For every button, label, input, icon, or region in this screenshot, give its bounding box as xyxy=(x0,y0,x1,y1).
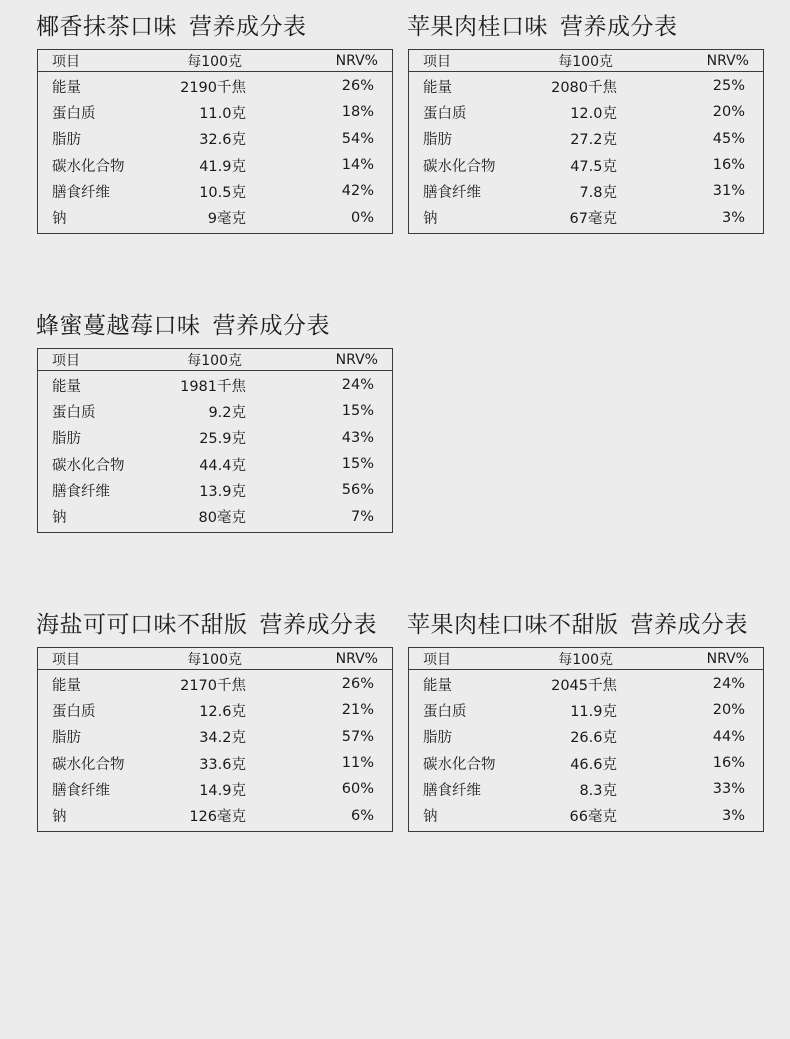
nutrition-table xyxy=(37,348,393,533)
nutrient-nrv: 24% xyxy=(712,676,745,693)
table-row xyxy=(38,802,392,828)
table-row xyxy=(38,204,392,230)
flavor-name: 蜂蜜蔓越莓口味 xyxy=(36,313,201,339)
nutrient-name: 钠 xyxy=(52,809,67,826)
nutrient-value: 9.2克 xyxy=(208,404,246,421)
nutrient-value: 12.6克 xyxy=(199,703,246,720)
nutrient-name: 能量 xyxy=(423,677,452,694)
nutrient-value: 7.8克 xyxy=(579,184,617,201)
nutrient-name: 蛋白质 xyxy=(52,404,96,421)
table-header-row xyxy=(409,50,763,72)
nutrient-value: 9毫克 xyxy=(207,211,246,228)
nutrient-name: 蛋白质 xyxy=(52,703,96,720)
table-header-row xyxy=(38,349,392,371)
nutrient-name: 能量 xyxy=(52,79,81,96)
nutrient-name: 碳水化合物 xyxy=(52,756,125,773)
table-row xyxy=(38,372,392,398)
table-body xyxy=(409,72,763,233)
table-row xyxy=(409,671,763,697)
nutrient-name: 能量 xyxy=(52,378,81,395)
nutrient-value: 66毫克 xyxy=(569,809,617,826)
table-row xyxy=(409,204,763,230)
nutrient-nrv: 20% xyxy=(712,702,745,719)
table-row xyxy=(38,503,392,529)
nutrition-panel-coconut-matcha xyxy=(37,12,393,234)
title-suffix: 营养成分表 xyxy=(560,14,678,40)
table-row xyxy=(38,126,392,152)
table-body xyxy=(38,670,392,831)
nutrient-value: 11.0克 xyxy=(199,105,246,122)
flavor-name: 海盐可可口味不甜版 xyxy=(36,612,248,638)
nutrient-name: 脂肪 xyxy=(423,730,452,747)
nutrient-nrv: 18% xyxy=(341,104,374,121)
nutrition-panel-honey-cranberry xyxy=(37,311,393,533)
table-row xyxy=(38,671,392,697)
nutrient-nrv: 21% xyxy=(341,702,374,719)
table-row xyxy=(409,750,763,776)
nutrition-panel-apple-cinnamon xyxy=(408,12,764,234)
title-suffix: 营养成分表 xyxy=(212,313,330,339)
table-header-row xyxy=(38,50,392,72)
nutrient-nrv: 16% xyxy=(712,157,745,174)
header-per100: 每100克 xyxy=(558,651,613,668)
header-item: 项目 xyxy=(52,352,80,369)
nutrient-nrv: 3% xyxy=(721,807,745,824)
nutrient-value: 13.9克 xyxy=(199,483,246,500)
table-row xyxy=(409,73,763,99)
nutrient-nrv: 44% xyxy=(712,728,745,745)
nutrient-nrv: 15% xyxy=(341,456,374,473)
nutrient-nrv: 26% xyxy=(341,78,374,95)
nutrient-name: 钠 xyxy=(52,211,67,228)
nutrient-name: 脂肪 xyxy=(52,132,81,149)
nutrient-value: 2080千焦 xyxy=(551,79,617,96)
table-row xyxy=(38,724,392,750)
header-item: 项目 xyxy=(423,53,451,70)
nutrition-table xyxy=(408,647,764,832)
nutrient-name: 钠 xyxy=(52,510,67,527)
nutrient-value: 44.4克 xyxy=(199,457,246,474)
nutrient-value: 10.5克 xyxy=(199,184,246,201)
table-row xyxy=(409,152,763,178)
table-row xyxy=(38,73,392,99)
nutrient-value: 27.2克 xyxy=(570,132,617,149)
nutrition-table xyxy=(408,49,764,234)
header-per100: 每100克 xyxy=(187,352,242,369)
nutrient-nrv: 45% xyxy=(712,130,745,147)
nutrient-name: 脂肪 xyxy=(52,431,81,448)
table-header-row xyxy=(409,648,763,670)
nutrient-name: 碳水化合物 xyxy=(52,158,125,175)
nutrient-name: 碳水化合物 xyxy=(52,457,125,474)
nutrition-table xyxy=(37,647,393,832)
nutrient-name: 膳食纤维 xyxy=(52,483,110,500)
panel-title xyxy=(36,610,393,640)
nutrient-value: 25.9克 xyxy=(199,431,246,448)
nutrient-value: 2170千焦 xyxy=(180,677,246,694)
table-row xyxy=(38,152,392,178)
panel-title xyxy=(407,610,764,640)
table-row xyxy=(409,99,763,125)
nutrient-name: 膳食纤维 xyxy=(423,184,481,201)
table-body xyxy=(38,72,392,233)
header-nrv: NRV% xyxy=(335,650,378,667)
header-item: 项目 xyxy=(52,53,80,70)
table-row xyxy=(38,477,392,503)
nutrient-nrv: 31% xyxy=(712,183,745,200)
nutrient-value: 11.9克 xyxy=(570,703,617,720)
table-row xyxy=(38,776,392,802)
nutrient-value: 26.6克 xyxy=(570,730,617,747)
nutrient-value: 8.3克 xyxy=(579,782,617,799)
header-item: 项目 xyxy=(423,651,451,668)
nutrient-name: 脂肪 xyxy=(52,730,81,747)
nutrient-name: 碳水化合物 xyxy=(423,756,496,773)
nutrient-nrv: 60% xyxy=(341,781,374,798)
nutrient-value: 47.5克 xyxy=(570,158,617,175)
nutrient-nrv: 26% xyxy=(341,676,374,693)
nutrient-name: 钠 xyxy=(423,211,438,228)
nutrient-value: 41.9克 xyxy=(199,158,246,175)
panel-title xyxy=(36,12,393,42)
nutrient-name: 蛋白质 xyxy=(423,105,467,122)
nutrition-table xyxy=(37,49,393,234)
nutrient-nrv: 54% xyxy=(341,130,374,147)
nutrient-nrv: 7% xyxy=(350,508,374,525)
nutrient-nrv: 11% xyxy=(341,755,374,772)
nutrient-name: 膳食纤维 xyxy=(52,782,110,799)
table-row xyxy=(409,697,763,723)
nutrient-name: 蛋白质 xyxy=(423,703,467,720)
nutrient-name: 能量 xyxy=(423,79,452,96)
table-body xyxy=(409,670,763,831)
table-row xyxy=(409,126,763,152)
table-row xyxy=(409,724,763,750)
nutrient-value: 67毫克 xyxy=(569,211,617,228)
table-row xyxy=(38,398,392,424)
nutrient-nrv: 20% xyxy=(712,104,745,121)
header-nrv: NRV% xyxy=(706,650,749,667)
header-nrv: NRV% xyxy=(335,351,378,368)
table-row xyxy=(38,425,392,451)
table-row xyxy=(38,178,392,204)
header-per100: 每100克 xyxy=(187,53,242,70)
table-body xyxy=(38,371,392,532)
nutrient-value: 34.2克 xyxy=(199,730,246,747)
header-per100: 每100克 xyxy=(558,53,613,70)
nutrient-name: 膳食纤维 xyxy=(52,184,110,201)
nutrition-panel-sea-salt-cocoa-unsweetened xyxy=(37,610,393,832)
table-row xyxy=(38,99,392,125)
nutrient-value: 14.9克 xyxy=(199,782,246,799)
nutrient-name: 钠 xyxy=(423,809,438,826)
table-row xyxy=(38,451,392,477)
header-item: 项目 xyxy=(52,651,80,668)
nutrient-name: 碳水化合物 xyxy=(423,158,496,175)
title-suffix: 营养成分表 xyxy=(630,612,748,638)
nutrient-value: 1981千焦 xyxy=(180,378,246,395)
nutrient-nrv: 14% xyxy=(341,157,374,174)
nutrient-nrv: 33% xyxy=(712,781,745,798)
nutrient-value: 2045千焦 xyxy=(551,677,617,694)
nutrient-name: 蛋白质 xyxy=(52,105,96,122)
table-row xyxy=(38,697,392,723)
table-header-row xyxy=(38,648,392,670)
nutrient-value: 2190千焦 xyxy=(180,79,246,96)
header-per100: 每100克 xyxy=(187,651,242,668)
nutrient-name: 能量 xyxy=(52,677,81,694)
panel-title xyxy=(407,12,764,42)
header-nrv: NRV% xyxy=(706,52,749,69)
title-suffix: 营养成分表 xyxy=(189,14,307,40)
nutrient-name: 脂肪 xyxy=(423,132,452,149)
flavor-name: 苹果肉桂口味不甜版 xyxy=(407,612,619,638)
nutrient-nrv: 43% xyxy=(341,429,374,446)
nutrient-nrv: 42% xyxy=(341,183,374,200)
flavor-name: 椰香抹茶口味 xyxy=(36,14,177,40)
table-row xyxy=(409,802,763,828)
nutrient-nrv: 0% xyxy=(350,209,374,226)
nutrient-nrv: 6% xyxy=(350,807,374,824)
nutrient-name: 膳食纤维 xyxy=(423,782,481,799)
nutrient-nrv: 56% xyxy=(341,482,374,499)
nutrient-value: 12.0克 xyxy=(570,105,617,122)
table-row xyxy=(409,178,763,204)
nutrition-panel-apple-cinnamon-unsweetened xyxy=(408,610,764,832)
nutrient-nrv: 3% xyxy=(721,209,745,226)
table-row xyxy=(409,776,763,802)
nutrient-value: 32.6克 xyxy=(199,132,246,149)
nutrient-nrv: 57% xyxy=(341,728,374,745)
nutrient-nrv: 16% xyxy=(712,755,745,772)
nutrient-nrv: 15% xyxy=(341,403,374,420)
nutrient-value: 46.6克 xyxy=(570,756,617,773)
nutrient-value: 80毫克 xyxy=(198,510,246,527)
nutrient-nrv: 25% xyxy=(712,78,745,95)
nutrient-nrv: 24% xyxy=(341,377,374,394)
nutrient-value: 126毫克 xyxy=(189,809,246,826)
panel-title xyxy=(36,311,393,341)
title-suffix: 营养成分表 xyxy=(259,612,377,638)
flavor-name: 苹果肉桂口味 xyxy=(407,14,548,40)
header-nrv: NRV% xyxy=(335,52,378,69)
table-row xyxy=(38,750,392,776)
nutrient-value: 33.6克 xyxy=(199,756,246,773)
